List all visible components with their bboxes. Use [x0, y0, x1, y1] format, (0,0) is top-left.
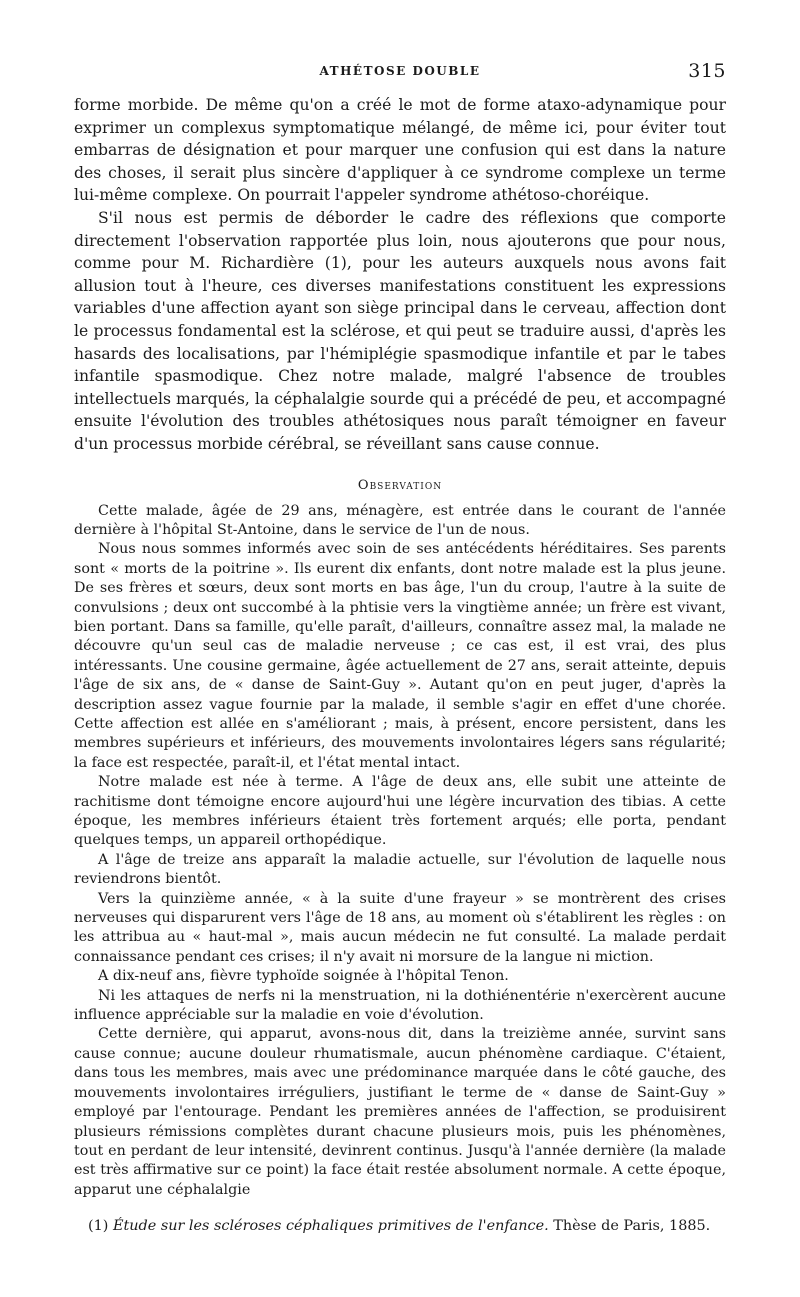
observation-paragraph: Nous nous sommes informés avec soin de ses antécédents héréditaires. Ses parents sont « morts de la poitrine ». Ils eurent dix enfants, dont notre malade est la plus jeune. De ses frères et sœurs, deux sont morts en bas âge, l'un du croup, l'autre à la suite de convulsions ; deux ont succombé à la phtisie vers la vingtième année; un frère est vivant, bien portant. Dans sa famille, qu'elle paraît, d'ailleurs, connaître assez mal, la malade ne découvre qu'un seul cas de maladie nerveuse ; ce cas est, il est vrai, des plus intéressants. Une cousine germaine, âgée actuellement de 27 ans, serait atteinte, depuis l'âge de six ans, de « danse de Saint-Guy ». Autant qu'on en peut juger, d'après la description assez vague fournie par la malade, il semble s'agir en effet d'une chorée. Cette affection est allée en s'améliorant ; mais, à présent, encore persistent, dans les membres supérieurs et inférieurs, des mouvements involontaires légers sans régularité; la face est respectée, paraît-il, et l'état mental intact. — [74, 541, 726, 771]
paragraph: S'il nous est permis de déborder le cadre des réflexions que comporte directement l'observation rapportée plus loin, nous ajouterons que pour nous, comme pour M. Richardière (1), pour les auteurs auxquels nous avons fait allusion tout à l'heure, ces diverses manifestations constituent les expressions variables d'une affection ayant son siège principal dans le cerveau, affection dont le processus fondamental est la sclérose, et qui peut se traduire aussi, d'après les hasards des localisations, par l'hémiplégie spasmodique infantile et par le tabes infantile spasmodique. Chez notre malade, malgré l'absence de troubles intellectuels marqués, la céphalalgie sourde qui a précédé de peu, et accompagné ensuite l'évolution des troubles athétosiques nous paraît témoigner en faveur d'un processus morbide cérébral, se réveillant sans cause connue. — [74, 208, 726, 453]
observation-paragraph: A l'âge de treize ans apparaît la maladie actuelle, sur l'évolution de laquelle nous reviendrons bientôt. — [74, 851, 726, 888]
observation-paragraph: Vers la quinzième année, « à la suite d'une frayeur » se montrèrent des crises nerveuses qui disparurent vers l'âge de 18 ans, au moment où s'établirent les règles : on les attribua au « haut-mal », mais aucun médecin ne fut consulté. La malade perdait connaissance pendant ces crises; il n'y avait ni morsure de la langue ni miction. — [74, 890, 726, 965]
running-head — [74, 56, 726, 86]
observation-paragraph: Notre malade est née à terme. A l'âge de deux ans, elle subit une atteinte de rachitisme dont témoigne encore aujourd'hui une légère incurvation des tibias. A cette époque, les membres inférieurs étaient très fortement arqués; elle porta, pendant quelques temps, un appareil orthopédique. — [74, 774, 726, 849]
paragraph: forme morbide. De même qu'on a créé le mot de forme ataxo-adynamique pour exprimer un complexus symptomatique mélangé, de même ici, pour éviter tout embarras de désignation et pour marquer une confusion qui est dans la nature des choses, il serait plus sincère d'appliquer à ce syndrome complexe un terme lui-même complexe. On pourrait l'appeler syndrome athétoso-choréique. — [74, 96, 726, 205]
page-number: 315 — [688, 60, 726, 82]
observation-paragraph: Cette malade, âgée de 29 ans, ménagère, est entrée dans le courant de l'année dernière à l'hôpital St-Antoine, dans le service de l'un de nous. — [74, 502, 726, 538]
footnote-title: Étude sur les scléroses céphaliques primitives de l'enfance. — [112, 1218, 549, 1235]
main-text — [74, 94, 726, 456]
observation-text — [74, 502, 726, 1201]
running-title: ATHÉTOSE DOUBLE — [319, 64, 481, 78]
book-page — [74, 56, 726, 1236]
footnote-source: Thèse de Paris, 1885. — [553, 1218, 711, 1235]
observation-paragraph: Cette dernière, qui apparut, avons-nous dit, dans la treizième année, survint sans cause connue; aucune douleur rhumatismale, aucun phénomène cardiaque. C'étaient, dans tous les membres, mais avec une prédominance marquée dans le côté gauche, des mouvements involontaires irréguliers, justifiant le terme de « danse de Saint-Guy » employé par l'entourage. Pendant les premières années de l'affection, se produisirent plusieurs rémissions complètes durant chacune plusieurs mois, puis les phénomènes, tout en perdant de leur intensité, devinrent continus. Jusqu'à l'année dernière (la malade est très affirmative sur ce point) la face était restée absolument normale. A cette époque, apparut une céphalalgie — [74, 1026, 726, 1198]
section-heading-observation: Observation — [357, 477, 443, 493]
footnote — [74, 1216, 726, 1236]
footnote-marker: (1) — [88, 1218, 109, 1235]
observation-paragraph: A dix-neuf ans, fièvre typhoïde soignée à l'hôpital Tenon. — [98, 968, 509, 985]
observation-paragraph: Ni les attaques de nerfs ni la menstruation, ni la dothiénentérie n'exercèrent aucune influence appréciable sur la maladie en voie d'évolution. — [74, 987, 726, 1024]
